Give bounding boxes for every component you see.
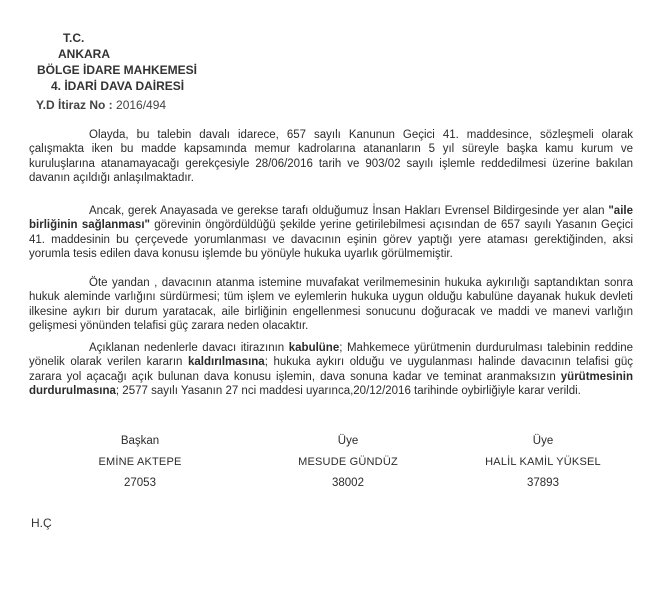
paragraph-2-text-a: Ancak, gerek Anayasada ve gerekse tarafı olduğumuz İnsan Hakları Evrensel Bildirgesinde yer alan	[89, 205, 609, 217]
typist-initials: H.Ç	[31, 516, 52, 530]
signature-block-member-1	[278, 434, 418, 491]
signature-number: 27053	[124, 477, 156, 489]
paragraph-4-emphasis-3: yürütmesinin durdurulmasına	[29, 370, 633, 398]
signature-number: 38002	[332, 477, 364, 489]
paragraph-2-emphasis: "aile birliğinin sağlanması"	[29, 205, 633, 232]
signature-block-president	[80, 434, 200, 491]
paragraph-4-text-c: ; hukuka aykırı olduğu ve uygulanması halinde davacının telafisi güç zarara yol açacağı açık bulunan dava konusu işlemin, dava sonuna kadar ve teminat aranmaksızın	[29, 356, 633, 383]
header-chamber: 4. İDARİ DAVA DAİRESİ	[51, 79, 185, 93]
signature-number: 37893	[527, 477, 559, 489]
paragraph-1: Olayda, bu talebin davalı idarece, 657 sayılı Kanunun Geçici 41. maddesince, sözleşmeli olarak çalışmakta iken bu madde kapsamında memur kadrolarına atananların 5 yıl süreyle başka kamu kurum ve kuruluşlarına atanamayacağı gerekçesiyle 28/06/2016 tarih ve 903/02 sayılı işlemle reddedilmesi üzerine bakılan davanın açıldığı anlaşılmaktadır.	[29, 129, 633, 185]
reference-number	[36, 98, 166, 112]
paragraph-4-text-d: ; 2577 sayılı Yasanın 27 nci maddesi uyarınca,20/12/2016 tarihinde oybirliğiyle karar verildi.	[115, 385, 581, 398]
reference-value: 2016/494	[112, 98, 167, 112]
paragraph-4-text-a: Açıklanan nedenlerle davacı itirazının	[89, 342, 289, 354]
reference-label: Y.D İtiraz No :	[36, 98, 113, 112]
signature-name: MESUDE GÜNDÜZ	[298, 456, 398, 468]
signature-role: Üye	[337, 435, 359, 447]
header-city: ANKARA	[58, 47, 110, 61]
signature-name: HALİL KAMİL YÜKSEL	[485, 456, 601, 468]
paragraph-4-emphasis-1: kabulüne	[288, 342, 340, 354]
paragraph-2-text-b: görevinin öngördüldüğü şekilde yerine getirilebilmesi açısından de 657 sayılı Yasanın Geçici 41. maddesinin bu çerçevede yorumlanması ve davacının eşinin görev yaptığı yere ataması gerektiğinden, aksi yorumla tesis edilen dava konusu işlemde bu yönüyle hukuka uyarlık görülmemiştir.	[29, 219, 634, 261]
signature-name: EMİNE AKTEPE	[98, 456, 182, 468]
signature-role: Başkan	[120, 435, 160, 447]
paragraph-4	[29, 341, 633, 399]
header-tc: T.C.	[63, 31, 85, 45]
header-court: BÖLGE İDARE MAHKEMESİ	[37, 63, 198, 77]
paragraph-3: Öte yandan , davacının atanma istemine muvafakat verilmemesinin hukuka aykırılığı saptandıktan sonra hukuk aleminde varlığını sürdürmesi; tüm işlem ve eylemlerin hukuka uygun olduğu kabulüne dayanak hukuk devleti ilkesine aykırı bir durum yaratacak, aile birliğinin engellenmesi sonucunu doğuracak ve maddi ve manevi varlığın gelişmesi yönünden telafisi güç zarara neden olacaktır.	[29, 277, 633, 333]
paragraph-4-text-b: ; Mahkemece yürütmenin durdurulması talebinin reddine yönelik olarak verilen kararın	[29, 342, 633, 369]
paragraph-4-emphasis-2: kaldırılmasına	[187, 356, 265, 369]
signature-block-member-2	[468, 434, 618, 491]
paragraph-2	[29, 204, 633, 262]
signature-role: Üye	[532, 435, 554, 447]
